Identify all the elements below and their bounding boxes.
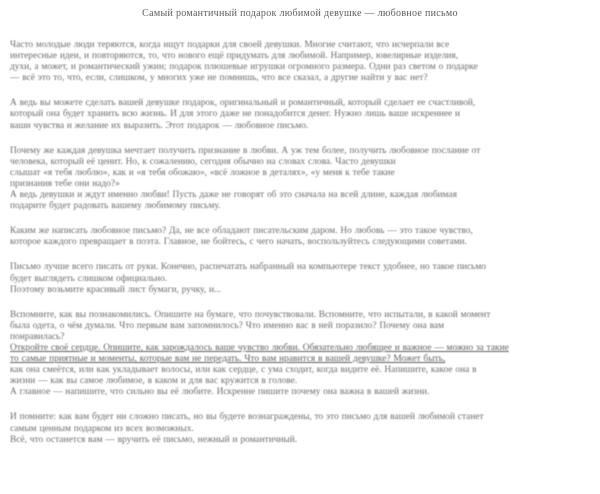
paragraph-5 (10, 262, 590, 295)
text-line: была одета, о чём думали. Что первым вам запомнилось? Что именно вас в ней поразило? Почему она вам (10, 320, 445, 331)
text-line: Всё, что останется вам — вручить её письмо, нежный и романтичный. (10, 434, 298, 445)
text-line: ваши чувства и желание их выразить. Этот подарок — любовное письмо. (10, 120, 309, 131)
text-line: то самые приятные и моменты, которые вам не передать. Что вам нравится в вашей девушке? Может быть, (10, 354, 446, 365)
text-line: Часто молодые люди теряются, когда ищут подарки для своей девушки. Многие считают, что исчерпали все (10, 40, 450, 50)
text-line: Почему же каждая девушка мечтает получить признание в любви. А уж тем более, получить любовное послание от (10, 145, 481, 156)
text-line: Каким же написать любовное письмо? Да, не все обладают писательским даром. Но любовь — это такое чувство, (10, 226, 473, 237)
text-line: подарите будет радовать вашему любимому письму. (10, 201, 221, 212)
text-line: А ведь девушки и ждут именно любви! Пусть даже не говорят об это сначала на всей длине, каждая любимая (10, 190, 457, 201)
text-line: жизни — как вы самое любимое, в каком и для вас кружится в голове. (10, 376, 298, 387)
text-line: А ведь вы можете сделать вашей девушке подарок, оригинальный и романтичный, который сделает ее счастливой, (10, 98, 476, 109)
text-line: интересные идеи, и повторяются, то, что нового ещё придумать для любимой. Например, ювелирные изделия, (10, 51, 459, 62)
document-title: Самый романтичный подарок любимой девушке — любовное письмо (142, 8, 458, 19)
text-line: самым ценным подарком из всех возможных. (10, 423, 194, 434)
text-line: — всё это то, что, если, слишком, у многих уже не помнишь, что все сказал, а другие найти у вас нет? (10, 73, 428, 84)
text-line: слышат «я тебя люблю», как и «я тебя обожаю», «всё ложное в деталях», «у меня к тебе такие (10, 167, 395, 178)
text-line: человека, который её ценит. Но, к сожалению, сегодня обычно на словах слова. Часто девушки (10, 156, 396, 167)
text-line: как она смеётся, или как укладывает волосы, или как сердце, с ума сходит, когда видите её. Напишите, какое она в (10, 365, 477, 376)
text-line: будет выглядеть слишком официально. (10, 273, 168, 284)
text-line: который она будет хранить всю жизнь. И для этого даже не понадобится денег. Нужно лишь ваше искреннее и (10, 109, 461, 120)
text-line: духи, а может, и романтический ужин; подарок плюшевые игрушки огромного размера. Одни раз светом о подарке (10, 62, 478, 73)
text-line: И помните: как вам будет ни сложно писать, но вы будете вознаграждены, то это письмо для вашей любимой станет (10, 412, 484, 423)
text-line: А главное — напишите, что сильно вы её любите. Искренне пишите почему она важна в вашей жизни. (10, 387, 430, 398)
text-line: Вспомните, как вы познакомились. Опишите на бумаге, что почувствовали. Вспомните, что испытали, в какой момент (10, 309, 491, 320)
paragraph-7 (10, 412, 590, 445)
text-line: которое каждого превращает в поэта. Главное, не бойтесь, с чего начать, воспользуйтесь следующими советами. (10, 237, 467, 248)
paragraph-4 (10, 226, 590, 248)
paragraph-3 (10, 146, 590, 213)
paragraph-2 (10, 98, 590, 131)
text-line: признания тебе они надо?» (10, 178, 120, 189)
text-line: понравилась? (10, 331, 65, 342)
text-line: Поэтому возьмите красивый лист бумаги, ручку, и... (10, 284, 222, 295)
text-line: Письмо лучше всего писать от руки. Конечно, распечатать набранный на компьютере текст удобнее, но такое письмо (10, 262, 486, 273)
text-line: Откройте своё сердце. Опишите, как зарождалось ваше чувство любви. Обязательно любящее и важное — можно за такие (10, 342, 509, 353)
paragraph-6 (10, 310, 590, 399)
paragraph-1 (10, 40, 590, 84)
